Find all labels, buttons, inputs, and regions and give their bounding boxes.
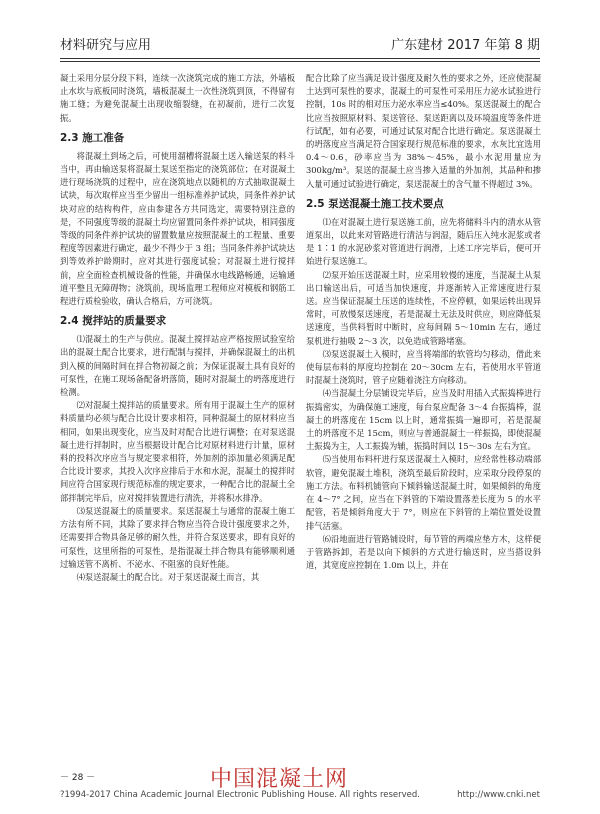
paragraph: ⑴在对混凝土进行泵送施工前，应先将储料斗内的清水从管道泵出，以此来对管路进行清洁与润湿，随后压入纯水泥浆或者是 1∶1 的水泥砂浆对管道进行润滑，上述工序完毕后，便可开始进行泵送施工。 — [306, 216, 541, 267]
paragraph: 配合比除了应当满足设计强度及耐久性的要求之外，还应使混凝土达到可泵性的要求，混凝土的可泵性可采用压力泌水试验进行控制，10s 时的相对压力泌水率应当≤40%。泵送混凝土的配合比应当按照原材料、泵送管径、泵送距离以及环境温度等条件进行试配，如有必要，可通过试泵对配合比进行确定。泵送混凝土的坍落度应当满足符合国家现行规范标准的要求，水灰比宜选用 0.4～0.6，砂率应当为 38%～45%，最小水泥用量应为 300kg/m³。泵送的混凝土应当掺入适量的外加剂，其品种和掺入量可通过试验进行确定，泵送混凝土的含气量不得超过 3%。 — [306, 73, 541, 189]
section-heading: 2.4 搅拌站的质量要求 — [60, 315, 167, 328]
header-journal-issue: 广东建材 2017 年第 8 期 — [391, 38, 540, 53]
paragraph: ⑶泵送混凝土的质量要求。泵送混凝土与通常的混凝土施工方法有所不同，其除了要求拌合物应当符合设计强度要求之外，还需要拌合物具备足够的耐久性，并符合泵送要求，即有良好的可泵性，这里所指的可泵性，是指混凝土拌合物具有能够顺利通过输送管不离析、不泌水、不阻塞的良好性能。 — [60, 505, 295, 569]
watermark-brand: 中国混凝土网 — [210, 767, 349, 792]
section-heading: 2.3 施工准备 — [60, 131, 125, 144]
header-section-title: 材料研究与应用 — [60, 38, 152, 53]
running-header — [60, 34, 540, 54]
paragraph: ⑴混凝土的生产与供应。混凝土搅拌站应严格按照试验室给出的混凝土配合比要求，进行配制与搅拌，并确保混凝土的出机到入模的间隔时间在拌合物初凝之前；为保证混凝土具有良好的可泵性，在施工现场备配备坍落筒，随时对混凝土的坍落度进行检测。 — [60, 334, 295, 398]
paragraph: ⑷当混凝土分层铺设完毕后，应当及时用插入式振捣棒进行振捣密实，为确保施工速度，每台泵应配备 3～4 台振捣棒，混凝土的坍落度在 15cm 以上时，通常振捣一遍即可，若是混凝土的坍落度不足 15cm，则应与普通混凝土一样振捣，即使混凝土振捣为主，人工振捣为辅，振捣时间以 15～30s 左右为宜。 — [306, 388, 541, 452]
left-column — [60, 72, 295, 584]
copyright-notice: ?1994-2017 China Academic Journal Electronic Publishing House. All rights reserved. — [60, 790, 420, 800]
header-rule-secondary — [60, 61, 540, 62]
paragraph: ⑶泵送混凝土入模时，应当将端部的软管均匀移动，借此来使每层布料的厚度均控制在 20～30cm 左右，若使用水平管道时混凝土浇筑时，管子应随着浇注方向移动。 — [306, 348, 541, 386]
page-number: － 28 － — [60, 773, 96, 783]
paragraph: ⑵泵开始压送混凝土时，应采用较慢的速度，当混凝土从泵出口输送出后，可适当加快速度，并逐渐转入正常速度进行泵送。应当保证混凝土压送的连续性，不应停顿，如果运转出现异常时，可放慢泵送速度，若是混凝土无法及时供应，则应降低泵送速度，当供料暂时中断时，应每间隔 5～10min 左右，通过泵机进行抽吸 2～3 次，以免造成管路堵塞。 — [306, 269, 541, 346]
paragraph: ⑸当使用布料杆进行泵送混凝土入模时，应经常性移动端部软管，避免混凝土堆积，浇筑至最后阶段时，应采取分段停泵的施工方法。布料机铺管向下倾斜输送混凝土时，如果倾斜的角度在 4～7° 之间，应当在下斜管的下端设置落差长度为 5 的水平配管，若是倾斜角度大于 7°，则应在下斜管的上端位置处设置排气活塞。 — [306, 454, 541, 531]
publisher-url: http://www.cnki.net — [457, 790, 540, 800]
paragraph: ⑹沿地面进行管路铺设时，每节管的两端应垫方木，这样便于管路拆卸，若是以向下倾斜的方式进行输送时，应当搭设斜道，其宽度应控制在 1.0m 以上，并在 — [306, 533, 541, 571]
paragraph: ⑷泵送混凝土的配合比。对于泵送混凝土而言，其 — [76, 571, 260, 582]
paragraph: 将混凝土到场之后，可使用溜槽将混凝土送入输送泵的料斗当中，再由输送泵将混凝土泵送至指定的浇筑部位；在对混凝土进行现场浇筑的过程中，应在浇筑地点以随机的方式抽取混凝土试块，每次取样应当至少留出一组标准养护试块，同条件养护试块对应的结构构件，应由参建各方共同选定，需要特别注意的是，不同强度等级的混凝土均应留置同条件养护试块，相同强度等级的同条件养护试块的留置数量应按照混凝土的工程量、重要程度等因素进行确定，最少不得少于 3 组；当同条件养护试块达到等效养护龄期时，应对其进行强度试验；对混凝土进行搅拌前，应全面检查机械设备的性能，并确保水电线路畅通，运输通道平整且无障碍物；浇筑前，现场监理工程师应对模板和钢筋工程进行质检验收，确认合格后，方可浇筑。 — [60, 150, 295, 307]
header-rule — [60, 58, 540, 59]
right-column — [306, 72, 541, 572]
section-heading: 2.5 泵送混凝土施工技术要点 — [306, 197, 444, 210]
paragraph: 凝土采用分层分段下料，连续一次浇筑完成的施工方法，外墙板止水坎与底板同时浇筑，墙板混凝土一次性浇筑到顶，不得留有施工缝；为避免混凝土出现收缩裂缝，在初凝前，进行二次复振。 — [60, 73, 295, 123]
paragraph: ⑵对混凝土搅拌站的质量要求。所有用于混凝土生产的原材料质量均必须与配合比设计要求相符，同种混凝土的原材料应当相同，如果出现变化，应当及时对配合比进行调整；在对泵送混凝土进行拌制时，应当根据设计配合比对原材料进行计量，原材料的投料次序应当与规定要求相符，外加剂的添加量必须满足配合比设计要求，其投入次序应排后于水和水泥，混凝土的搅拌时间应符合国家现行规范标准的规定要求，一种配合比的混凝土全部拌制完毕后，应对搅拌装置进行清洗，并将积水排净。 — [60, 400, 295, 503]
